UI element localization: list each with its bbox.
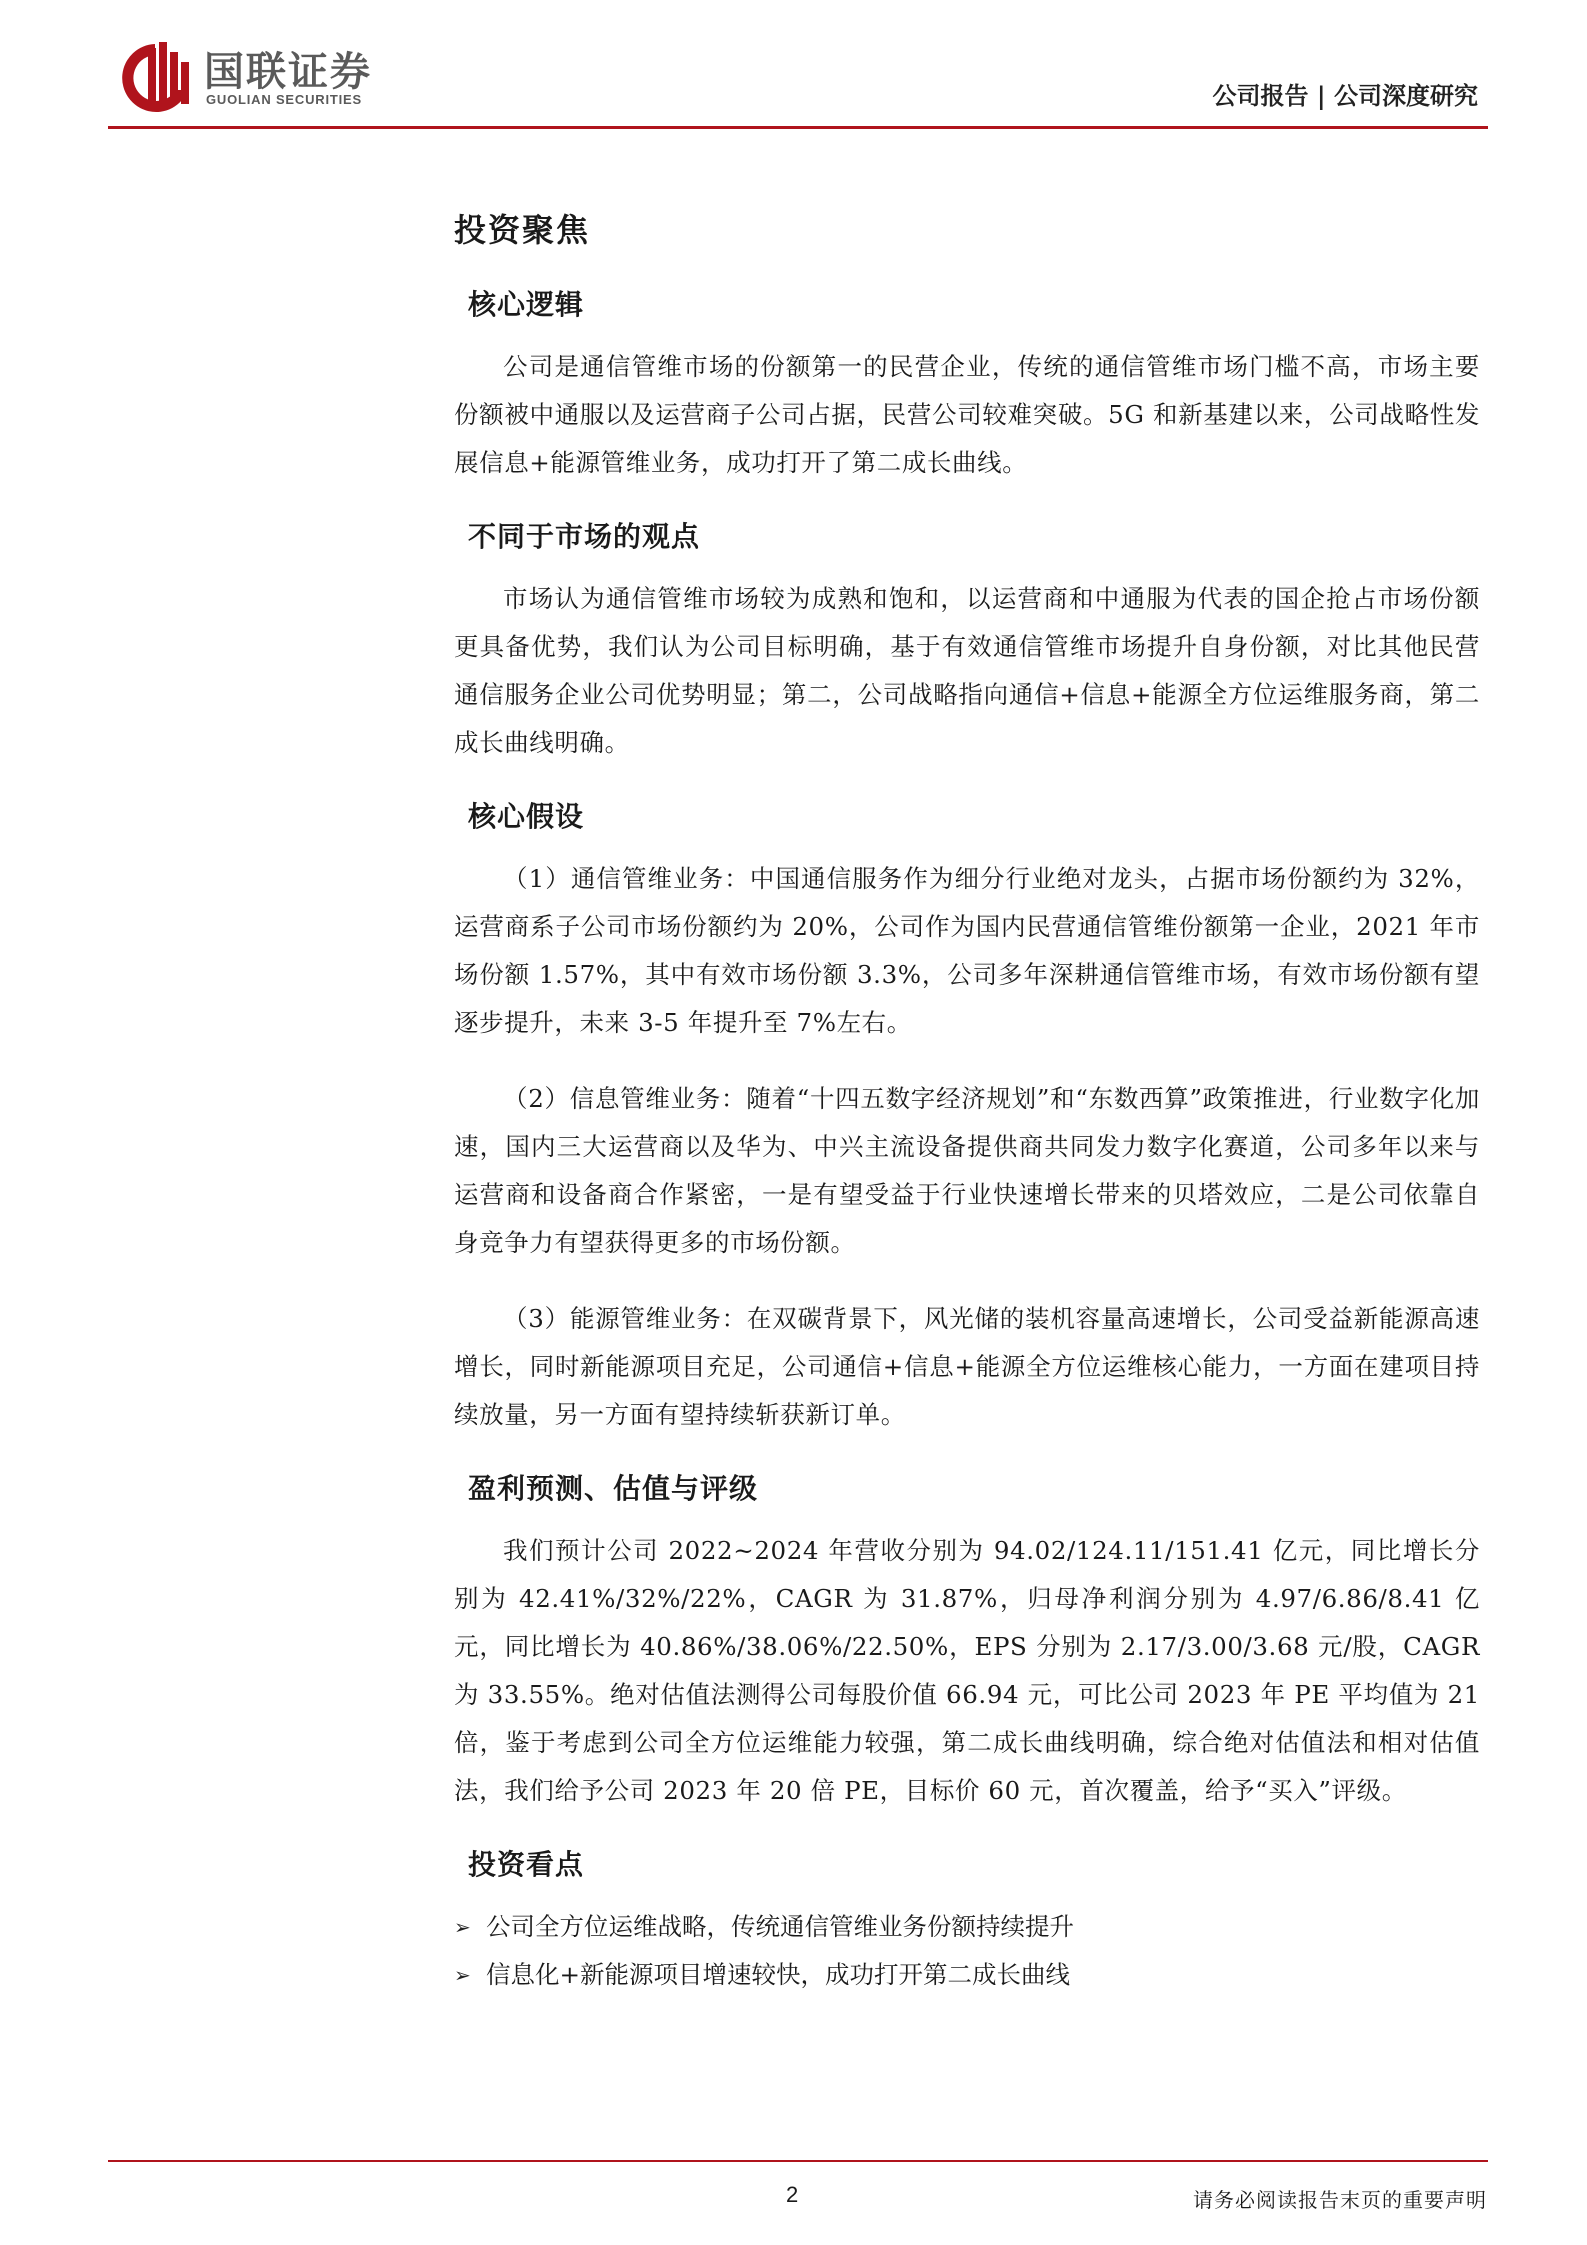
main-content xyxy=(454,205,1480,1999)
page-number: 2 xyxy=(786,2182,799,2207)
footer-divider xyxy=(108,2160,1488,2162)
paragraph: 公司是通信管维市场的份额第一的民营企业，传统的通信管维市场门槛不高，市场主要份额被中通服以及运营商子公司占据，民营公司较难突破。5G 和新基建以来，公司战略性发展信息+能源管维业务，成功打开了第二成长曲线。 xyxy=(454,352,1480,477)
section-heading-valuation: 盈利预测、估值与评级 xyxy=(468,1472,759,1505)
section-heading-core-assumptions: 核心假设 xyxy=(468,800,585,833)
arrow-bullet-icon: ➢ xyxy=(454,1915,471,1939)
page-title: 投资聚焦 xyxy=(454,211,591,249)
section-heading-investment-highlights: 投资看点 xyxy=(468,1848,585,1881)
arrow-bullet-icon: ➢ xyxy=(454,1963,471,1987)
section-heading-contrarian-view: 不同于市场的观点 xyxy=(468,520,701,553)
page-header xyxy=(108,38,1488,130)
paragraph: （2）信息管维业务：随着“十四五数字经济规划”和“东数西算”政策推进，行业数字化加速，国内三大运营商以及华为、中兴主流设备提供商共同发力数字化赛道，公司多年以来与运营商和设备商合作紧密，一是有望受益于行业快速增长带来的贝塔效应，二是公司依靠自身竞争力有望获得更多的市场份额。 xyxy=(454,1084,1480,1257)
list-item-text: 信息化+新能源项目增速较快，成功打开第二成长曲线 xyxy=(486,1960,1071,1989)
brand-name: 国联证券 xyxy=(204,49,372,95)
highlights-list xyxy=(454,1903,1480,1999)
footer-disclaimer: 请务必阅读报告末页的重要声明 xyxy=(1193,2188,1487,2212)
paragraph: （3）能源管维业务：在双碳背景下，风光储的装机容量高速增长，公司受益新能源高速增长，同时新能源项目充足，公司通信+信息+能源全方位运维核心能力，一方面在建项目持续放量，另一方面有望持续斩获新订单。 xyxy=(454,1304,1480,1429)
header-divider xyxy=(108,126,1488,129)
paragraph: 市场认为通信管维市场较为成熟和饱和，以运营商和中通服为代表的国企抢占市场份额更具备优势，我们认为公司目标明确，基于有效通信管维市场提升自身份额，对比其他民营通信服务企业公司优势明显；第二，公司战略指向通信+信息+能源全方位运维服务商，第二成长曲线明确。 xyxy=(454,584,1480,757)
report-type: 公司报告 | 公司深度研究 xyxy=(1212,81,1478,110)
guolian-logo-icon xyxy=(118,38,192,118)
section-heading-core-logic: 核心逻辑 xyxy=(468,288,585,321)
paragraph: （1）通信管维业务：中国通信服务作为细分行业绝对龙头，占据市场份额约为 32%，运营商系子公司市场份额约为 20%，公司作为国内民营通信管维份额第一企业，2021 年市场份额 1.57%，其中有效市场份额 3.3%，公司多年深耕通信管维市场，有效市场份额有望逐步提升，未来 3-5 年提升至 7%左右。 xyxy=(454,864,1480,1037)
list-item-text: 公司全方位运维战略，传统通信管维业务份额持续提升 xyxy=(486,1912,1074,1941)
list-item xyxy=(454,1903,1480,1951)
list-item xyxy=(454,1951,1480,1999)
brand-subtitle: GUOLIAN SECURITIES xyxy=(206,92,362,107)
paragraph: 我们预计公司 2022~2024 年营收分别为 94.02/124.11/151.41 亿元，同比增长分别为 42.41%/32%/22%，CAGR 为 31.87%，归母净利润分别为 4.97/6.86/8.41 亿元，同比增长为 40.86%/38.06%/22.50%，EPS 分别为 2.17/3.00/3.68 元/股，CAGR 为 33.55%。绝对估值法测得公司每股价值 66.94 元，可比公司 2023 年 PE 平均值为 21 倍，鉴于考虑到公司全方位运维能力较强，第二成长曲线明确，综合绝对估值法和相对估值法，我们给予公司 2023 年 20 倍 PE，目标价 60 元，首次覆盖，给予“买入”评级。 xyxy=(454,1536,1480,1805)
